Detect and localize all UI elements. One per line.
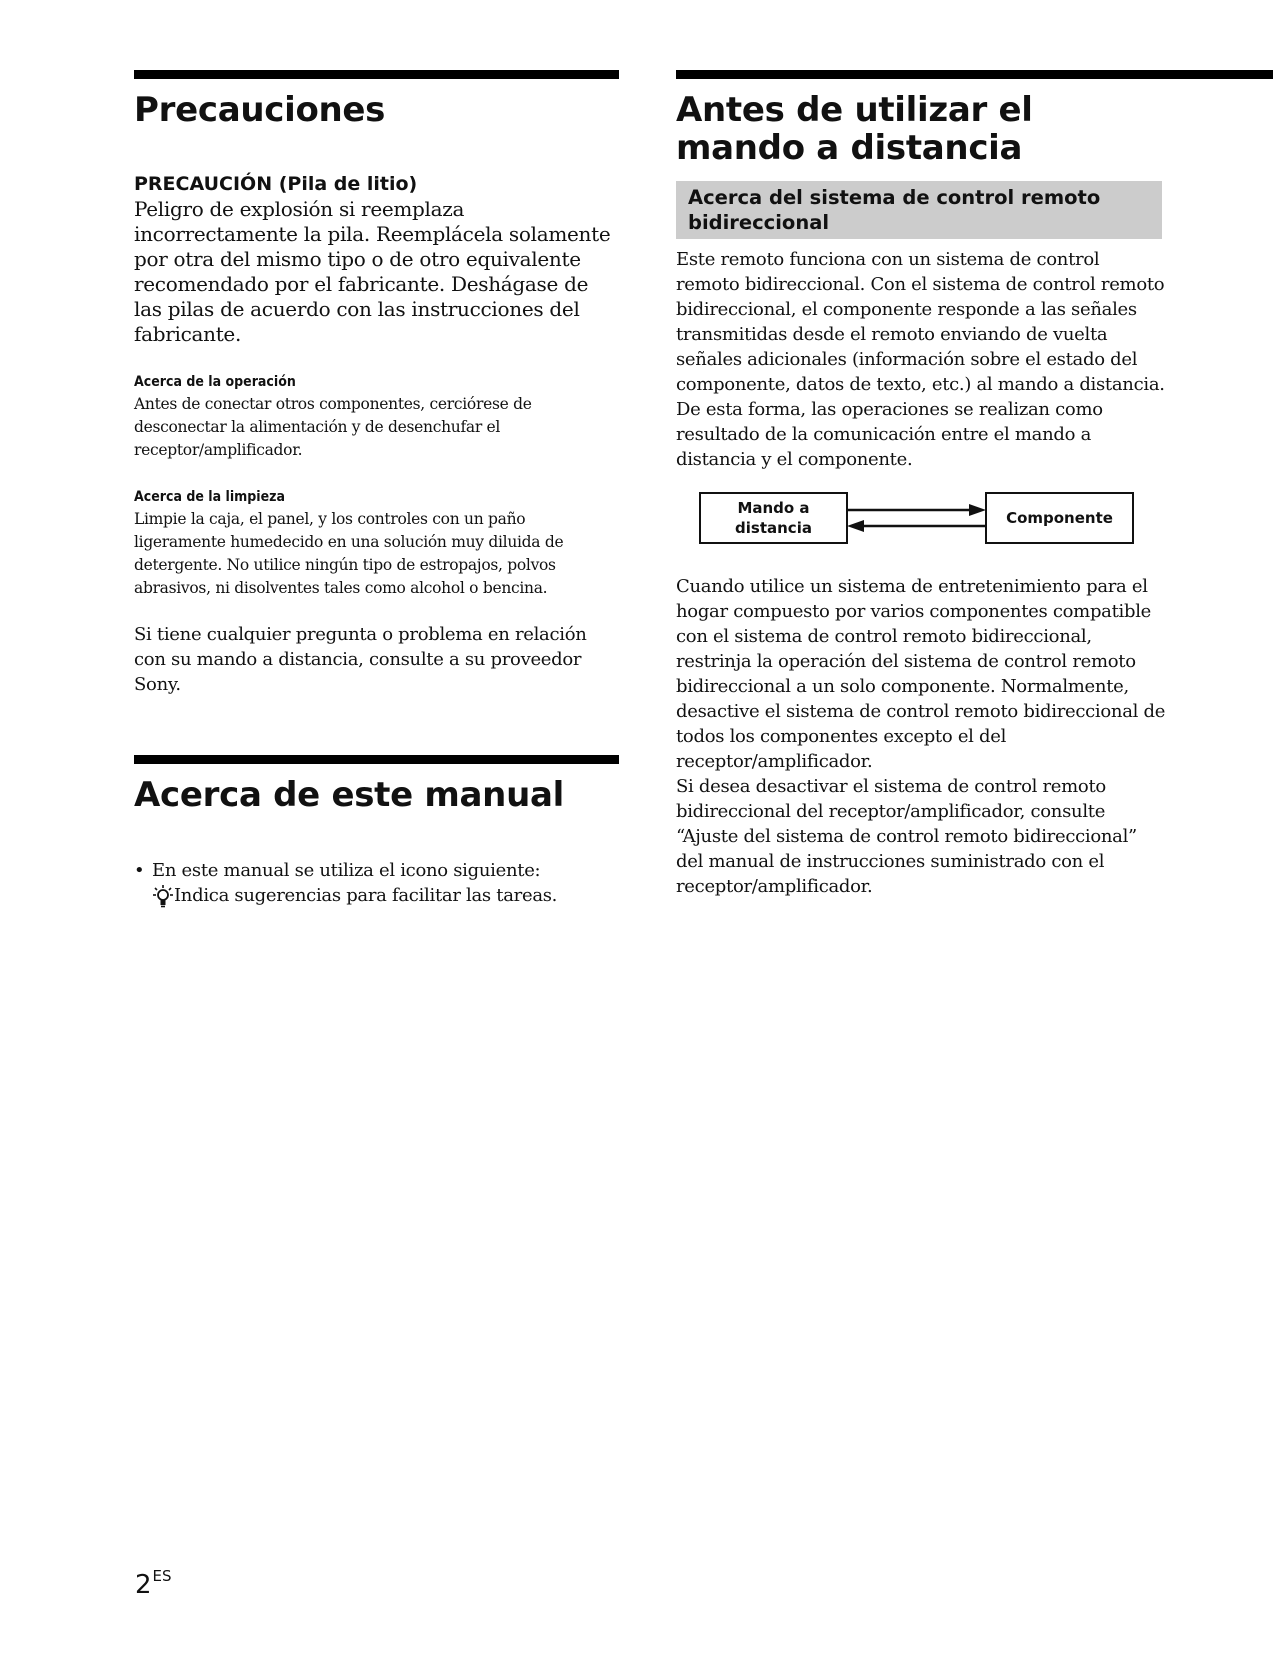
precauciones-title: Precauciones [134, 90, 386, 130]
intro-paragraph: Este remoto funciona con un sistema de control remoto bidireccional. Con el sistema de control remoto bidireccional, el componente responde a las señales transmitidas desde el remoto enviando de vuelta señales adicionales (información sobre el estado del componente, datos de texto, etc.) al mando a distancia. De esta forma, las operaciones se realizan como resultado de la comunicación entre el mando a distancia y el componente. [676, 249, 1165, 470]
cleaning-heading: Acerca de la limpieza [134, 489, 285, 505]
arrow-left-icon [847, 520, 864, 532]
component-label: Componente [1006, 509, 1113, 527]
lightbulb-icon [152, 884, 174, 908]
bullet-mark: • [134, 860, 145, 881]
cleaning-body: Limpie la caja, el panel, y los controles con un paño ligeramente humedecido en una solución muy diluida de detergente. No utilice ningún tipo de estropajos, polvos abrasivos, ni disolventes tales como alcohol o bencina. [134, 510, 564, 597]
operation-heading: Acerca de la operación [134, 374, 296, 390]
arrow-right-icon [969, 504, 986, 516]
caution-body: Peligro de explosión si reemplaza incorrectamente la pila. Reemplácela solamente por otra del mismo tipo o de otro equivalente recomendado por el fabricante. Deshágase de las pilas de acuerdo con las instrucciones del fabricante. [134, 197, 611, 346]
questions-paragraph: Si tiene cualquier pregunta o problema en relación con su mando a distancia, consulte a su proveedor Sony. [134, 624, 587, 695]
tip-text: Indica sugerencias para facilitar las tareas. [174, 885, 558, 906]
remote-title: Antes de utilizar el mando a distancia [676, 90, 1033, 168]
bullet-text: En este manual se utiliza el icono siguiente: [152, 860, 541, 881]
multi-component-paragraph: Cuando utilice un sistema de entretenimiento para el hogar compuesto por varios componentes compatible con el sistema de control remoto bidireccional, restrinja la operación del sistema de control remoto bidireccional a un solo componente. Normalmente, desactive el sistema de control remoto bidireccional de todos los componentes excepto el del receptor/amplificador. [676, 576, 1166, 772]
signal-diagram [676, 488, 1166, 560]
page-number-value: 2 [135, 1570, 152, 1600]
caution-title: PRECAUCIÓN (Pila de litio) [134, 173, 418, 195]
deactivate-paragraph: Si desea desactivar el sistema de control remoto bidireccional del receptor/amplificador, consulte “Ajuste del sistema de control remoto bidireccional” del manual de instrucciones suministrado con el receptor/amplificador. [676, 776, 1137, 897]
remote-label: Mando a distancia [735, 499, 812, 537]
bullet-list-item [134, 858, 619, 908]
page-number [135, 1561, 172, 1600]
right-column [676, 70, 1273, 899]
left-column [134, 70, 619, 908]
bidirectional-subheading: Acerca del sistema de control remoto bidireccional [676, 181, 1162, 239]
section-rule [134, 755, 619, 764]
operation-body: Antes de conectar otros componentes, cerciórese de desconectar la alimentación y de desenchufar el receptor/amplificador. [134, 395, 532, 459]
section-rule [134, 70, 619, 79]
page-language-suffix: ES [152, 1567, 172, 1585]
tip-line [152, 883, 619, 908]
section-rule [676, 70, 1273, 79]
manual-title: Acerca de este manual [134, 775, 564, 815]
